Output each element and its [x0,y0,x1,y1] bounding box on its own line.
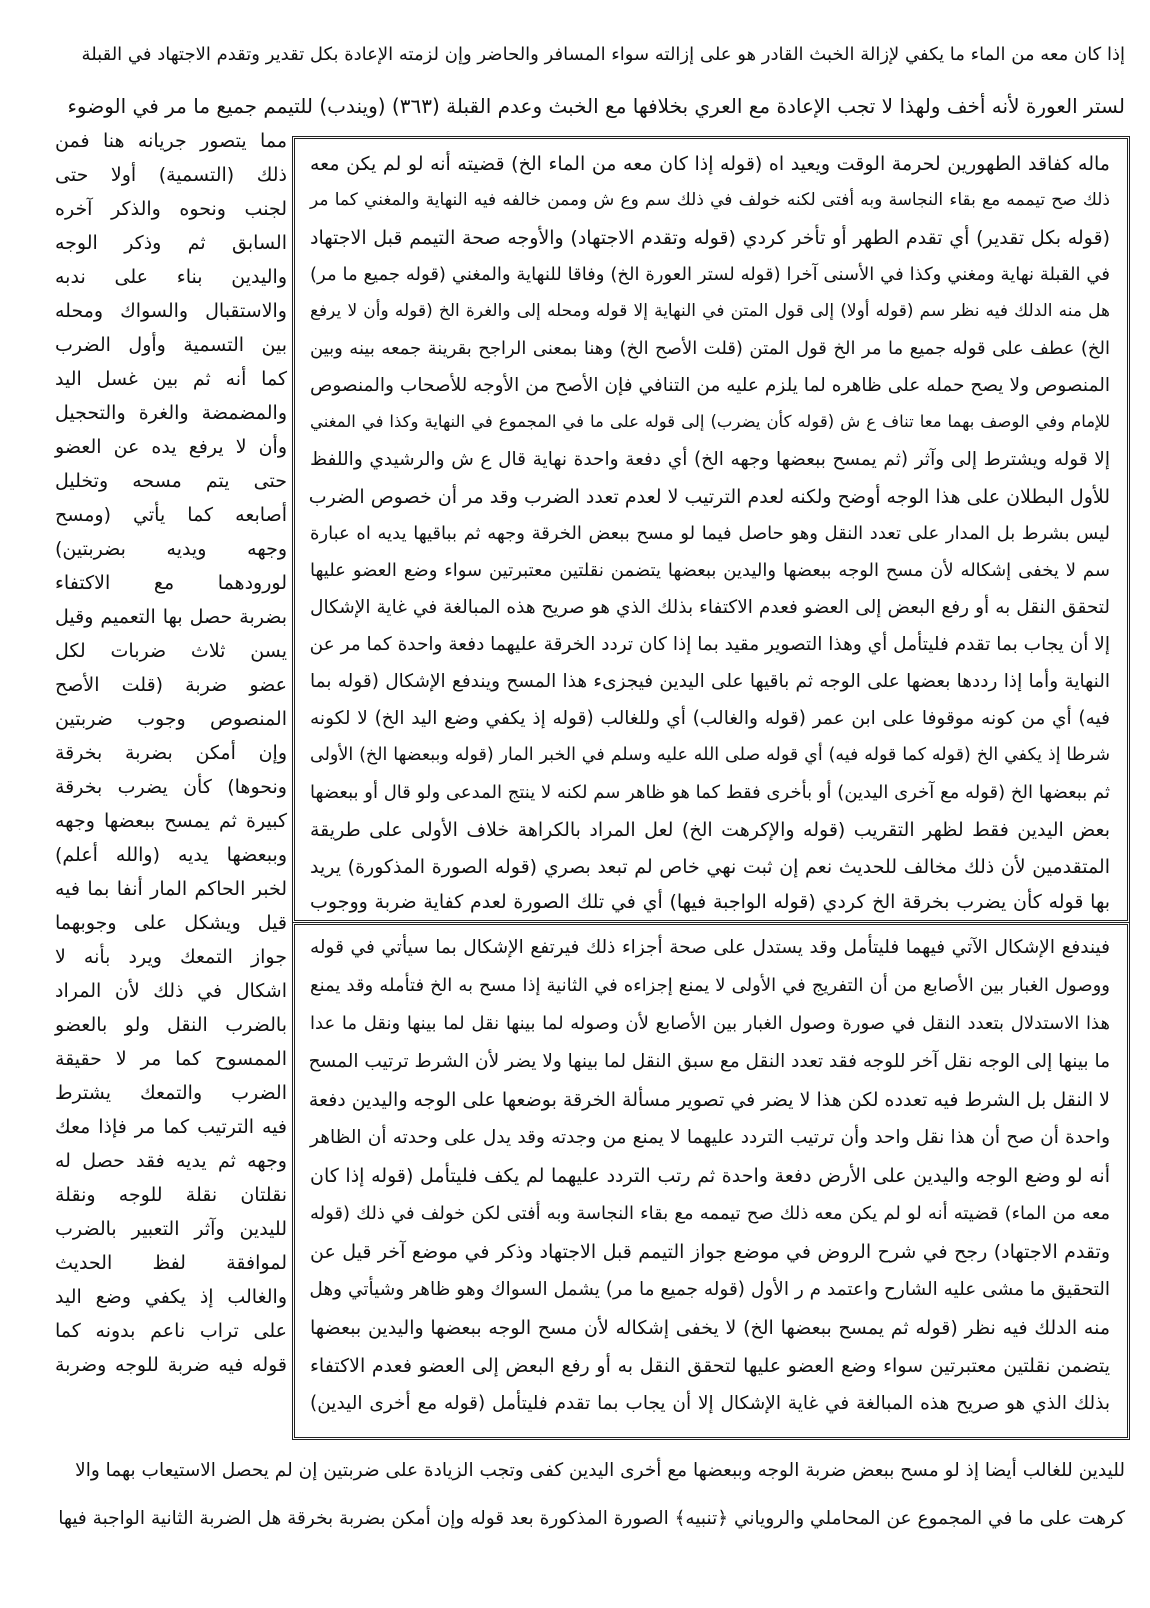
commentary-line: للأول البطلان على هذا الوجه أوضح ولكنه لعدم الترتيب لا لعدم تعدد الضرب وقد مر أن خصوص الضرب [308,486,1110,508]
margin-line: وإن أمكن بضربة بخرقة [55,742,287,764]
margin-line: كبيرة ثم يمسح ببعضها وجهه [55,810,287,832]
margin-line: لورودهما مع الاكتفاء [55,572,287,594]
commentary-line: في القبلة نهاية ومغني وكذا في الأسنى آخرا (قوله لستر العورة الخ) وفاقا للنهاية والمغني (قوله جميع ما مر) [310,264,1110,285]
commentary-line: فيندفع الإشكال الآتي فيهما فليتأمل وقد يستدل على صحة أجزاء ذلك فيرتفع الإشكال بما سيأتي في قوله [310,937,1110,958]
margin-line: جواز التمعك ويرد بأنه لا [55,946,287,968]
commentary-line: للإمام وفي الوصف بهما معا تناف ع ش (قوله كأن يضرب) إلى قوله على ما في المجموع في النهاية وكذا في المغني [310,412,1110,431]
margin-line: لموافقة لفظ الحديث [55,1252,287,1274]
margin-line: السابق ثم وذكر الوجه [55,232,287,254]
margin-line: قيل ويشكل على وجوبهما [55,912,287,934]
margin-line: قوله فيه ضربة للوجه وضربة [55,1354,287,1376]
commentary-line: ذلك صح تيممه مع بقاء النجاسة وبه أفتى لكنه خولف في ذلك سم وع ش وممن خالفه فيه النهاية والمغني كما مر [310,190,1110,210]
margin-line: بين التسمية وأول الضرب [55,334,287,356]
margin-line: بالضرب النقل ولو بالعضو [55,1014,287,1036]
commentary-line: يتضمن نقلتين معتبرتين سواء وضع العضو عليها لتحقق النقل به أو رفع البعض إلى العضو فعدم الاكتفاء [310,1355,1110,1377]
margin-line: نقلتان نقلة للوجه ونقلة [55,1184,287,1206]
margin-line: ذلك (التسمية) أولا حتى [55,164,287,186]
commentary-line: سم لا يخفى إشكاله لأن مسح الوجه ببعضها واليدين ببعضها يتضمن نقلتين معتبرتين سواء وضع العضو عليها [310,560,1110,581]
margin-line: مما يتصور جريانه هنا فمن [55,130,287,152]
margin-line: وببعضها يديه (والله أعلم) [55,844,287,866]
margin-line: الضرب والتمعك يشترط [55,1082,287,1104]
commentary-line: بعض اليدين فقط لظهر التقريب (قوله والإكرهت الخ) لعل المراد بالكراهة خلاف الأولى على طريقة [310,819,1110,841]
margin-line: على تراب ناعم بدونه كما [55,1320,287,1342]
commentary-box-upper [292,136,1130,923]
commentary-line: ليس بشرط بل المدار على تعدد النقل وهو حاصل فيما لو مسح ببعض الخرقة وجهه ثم بباقيها يديه اه عبارة [310,523,1110,544]
commentary-box-lower [292,922,1130,1440]
margin-line: والاستقبال والسواك ومحله [55,300,287,322]
header-line: إذا كان معه من الماء ما يكفي لإزالة الخبث القادر هو على إزالته سواء المسافر والحاضر وإن لزمته الإعادة بكل تقدير وتقدم الاجتهاد في القبلة [81,44,1125,65]
commentary-line: ووصول الغبار بين الأصابع من أن التفريج في الأولى لا يمنع إجزاءه في الثانية إذا مسح به الخ فتأمله وقد يمنع [310,975,1110,996]
commentary-line: واحدة أن صح أن هذا نقل واحد وأن ترتيب التردد عليهما لا يمنع من وجدته وقد يدل على وحدته أن الظاهر [310,1127,1110,1148]
margin-line: لجنب ونحوه والذكر آخره [55,198,287,220]
margin-line: وجهه ثم يديه فقد حصل له [55,1150,287,1172]
commentary-line: شرطا إذ يكفي الخ (قوله كما قوله فيه) أي قوله صلى الله عليه وسلم في الخبر المار (قوله وببعضها الخ) الأولى [310,745,1110,765]
header-line: لستر العورة لأنه أخف ولهذا لا تجب الإعادة مع العري بخلافها مع الخبث وعدم القبلة (٣٦٣) (ويندب) للتيمم جميع ما مر في الوضوء [67,94,1125,118]
commentary-line: النهاية وأما إذا رددها بعضها على الوجه ثم باقيها على اليدين فيجزىء هذا المسح ويندفع الإشكال (قوله بما [310,671,1110,692]
commentary-line: لا النقل بل الشرط فيه تعدده لكن هذا لا يضر في تصوير مسألة الخرقة بوضعها على الوجه واليدين دفعة [308,1089,1110,1111]
margin-line: فيه الترتيب كما مر فإذا معك [55,1116,287,1138]
commentary-line: وتقدم الاجتهاد) رجح في شرح الروض في موضع جواز التيمم قبل الاجتهاد وذكر في موضع آخر قيل عن [310,1241,1110,1263]
margin-line: والغالب إذ يكفي وضع اليد [55,1286,287,1308]
commentary-line: بها قوله كأن يضرب بخرقة الخ كردي (قوله الواجبة فيها) أي في تلك الصورة لعدم كفاية ضربة ووجوب [310,891,1110,913]
margin-line: واليدين بناء على ندبه [55,266,287,288]
commentary-line: هذا الاستدلال بتعدد النقل في صورة وصول الغبار بين الأصابع لأن وصوله لما بينها نقل لما بينها ونقل ما عدا [310,1013,1110,1034]
margin-line: يسن ثلاث ضربات لكل [55,640,287,662]
commentary-line: لتحقق النقل به أو رفع البعض إلى العضو فعدم الاكتفاء بذلك الذي هو صريح هذه المبالغة في غاية الإشكال [310,597,1110,618]
margin-line: اشكال في ذلك لأن المراد [55,980,287,1002]
margin-line: بضربة حصل بها التعميم وقيل [55,606,287,628]
commentary-line: بذلك الذي هو صريح هذه المبالغة في غاية الإشكال إلا أن يجاب بما تقدم فليتأمل (قوله مع أخرى اليدين) [310,1393,1110,1414]
commentary-line: إلا قوله ويشترط إلى وآثر (ثم يمسح ببعضها وجهه الخ) أي دفعة واحدة نهاية قال ع ش والرشيدي واللفظ [310,449,1110,470]
commentary-line: الخ) عطف على قوله جميع ما مر الخ قول المتن (قلت الأصح الخ) وهنا بمعنى الراجح بقرينة جمعه بينه وبين [310,338,1110,359]
margin-line: المنصوص وجوب ضربتين [55,708,287,730]
footer-line: كرهت على ما في المجموع عن المحاملي والروياني ﴿تنبيه﴾ الصورة المذكورة بعد قوله وإن أمكن بضربة بخرقة هل الضربة الثانية الواجبة فيها [58,1508,1125,1529]
margin-line: الممسوح كما مر لا حقيقة [55,1048,287,1070]
commentary-line: المنصوص ولا يصح حمله على ظاهره لما يلزم عليه من التنافي فإن الأصح من الأوجه للأصحاب والمنصوص [310,375,1110,396]
commentary-line: التحقيق ما مشى عليه الشارح واعتمد م ر الأول (قوله جميع ما مر) يشمل السواك وهو ظاهر وشيأتي وهل [309,1279,1110,1300]
margin-line: لخبر الحاكم المار أنفا بما فيه [55,878,287,900]
commentary-line: (قوله بكل تقدير) أي تقدم الطهر أو تأخر كردي (قوله وتقدم الاجتهاد) والأوجه صحة التيمم قبل الاجتهاد [310,227,1110,249]
commentary-line: ثم ببعضها الخ (قوله مع آخرى اليدين) أو بأخرى فقط كما هو ظاهر سم لكنه لا ينتج المدعى ولو قال أو ببعضها [310,782,1110,803]
commentary-line: ما بينها إلى الوجه نقل آخر للوجه فقد تعدد النقل مع سبق النقل لما بينها ولا يضر لأن الشرط ترتيب المسح [308,1051,1110,1072]
margin-line: وجهه ويديه بضربتين) [55,538,287,560]
margin-line: كما أنه ثم بين غسل اليد [55,368,287,390]
commentary-line: إلا أن يجاب بما تقدم فليتأمل أي وهذا التصوير مقيد بما إذا كان تردد الخرقة عليهما دفعة واحدة كما مر عن [309,634,1110,655]
margin-line: ونحوها) كأن يضرب بخرقة [55,776,287,798]
commentary-line: منه الدلك فيه نظر (قوله ثم يمسح ببعضها الخ) لا يخفى إشكاله لأن مسح الوجه ببعضها واليدين ببعضها [310,1317,1110,1339]
margin-line: حتى يتم مسحه وتخليل [55,470,287,492]
commentary-line: ماله كفاقد الطهورين لحرمة الوقت ويعيد اه (قوله إذا كان معه من الماء الخ) قضيته أنه لو لم يكن معه [310,153,1110,175]
commentary-line: أنه لو وضع الوجه واليدين على الأرض دفعة واحدة ثم رتب التردد عليهما لم يكف فليتأمل (قوله إذا كان [310,1165,1110,1187]
commentary-line: المتقدمين لأن ذلك مخالف للحديث نعم إن ثبت نهي خاص لم تبعد بصري (قوله الصورة المذكورة) يريد [310,856,1110,878]
commentary-line: فيه) أي من كونه موقوفا على ابن عمر (قوله والغالب) أي وللغالب (قوله إذ يكفي وضع اليد الخ) لا لكونه [310,708,1110,729]
margin-line: أصابعه كما يأتي (ومسح [55,504,287,526]
footer-line: لليدين للغالب أيضا إذ لو مسح ببعض ضربة الوجه وببعضها مع أخرى اليدين كفى وتجب الزيادة على ضربتين إن لم يحصل الاستيعاب بهما والا [75,1460,1125,1481]
margin-line: لليدين وآثر التعبير بالضرب [55,1218,287,1240]
margin-line: والمضمضة والغرة والتحجيل [55,402,287,424]
commentary-line: هل منه الدلك فيه نظر سم (قوله أولا) إلى قول المتن في النهاية إلا قوله ومحله إلى والغرة الخ (قوله وأن لا يرفع [310,301,1110,321]
margin-line: وأن لا يرفع يده عن العضو [55,436,287,458]
commentary-line: معه من الماء) قضيته أنه لو لم يكن معه ذلك صح تيممه مع بقاء النجاسة وبه أفتى لكن خولف في ذلك (قوله [310,1203,1110,1224]
margin-line: عضو ضربة (قلت الأصح [55,674,287,696]
